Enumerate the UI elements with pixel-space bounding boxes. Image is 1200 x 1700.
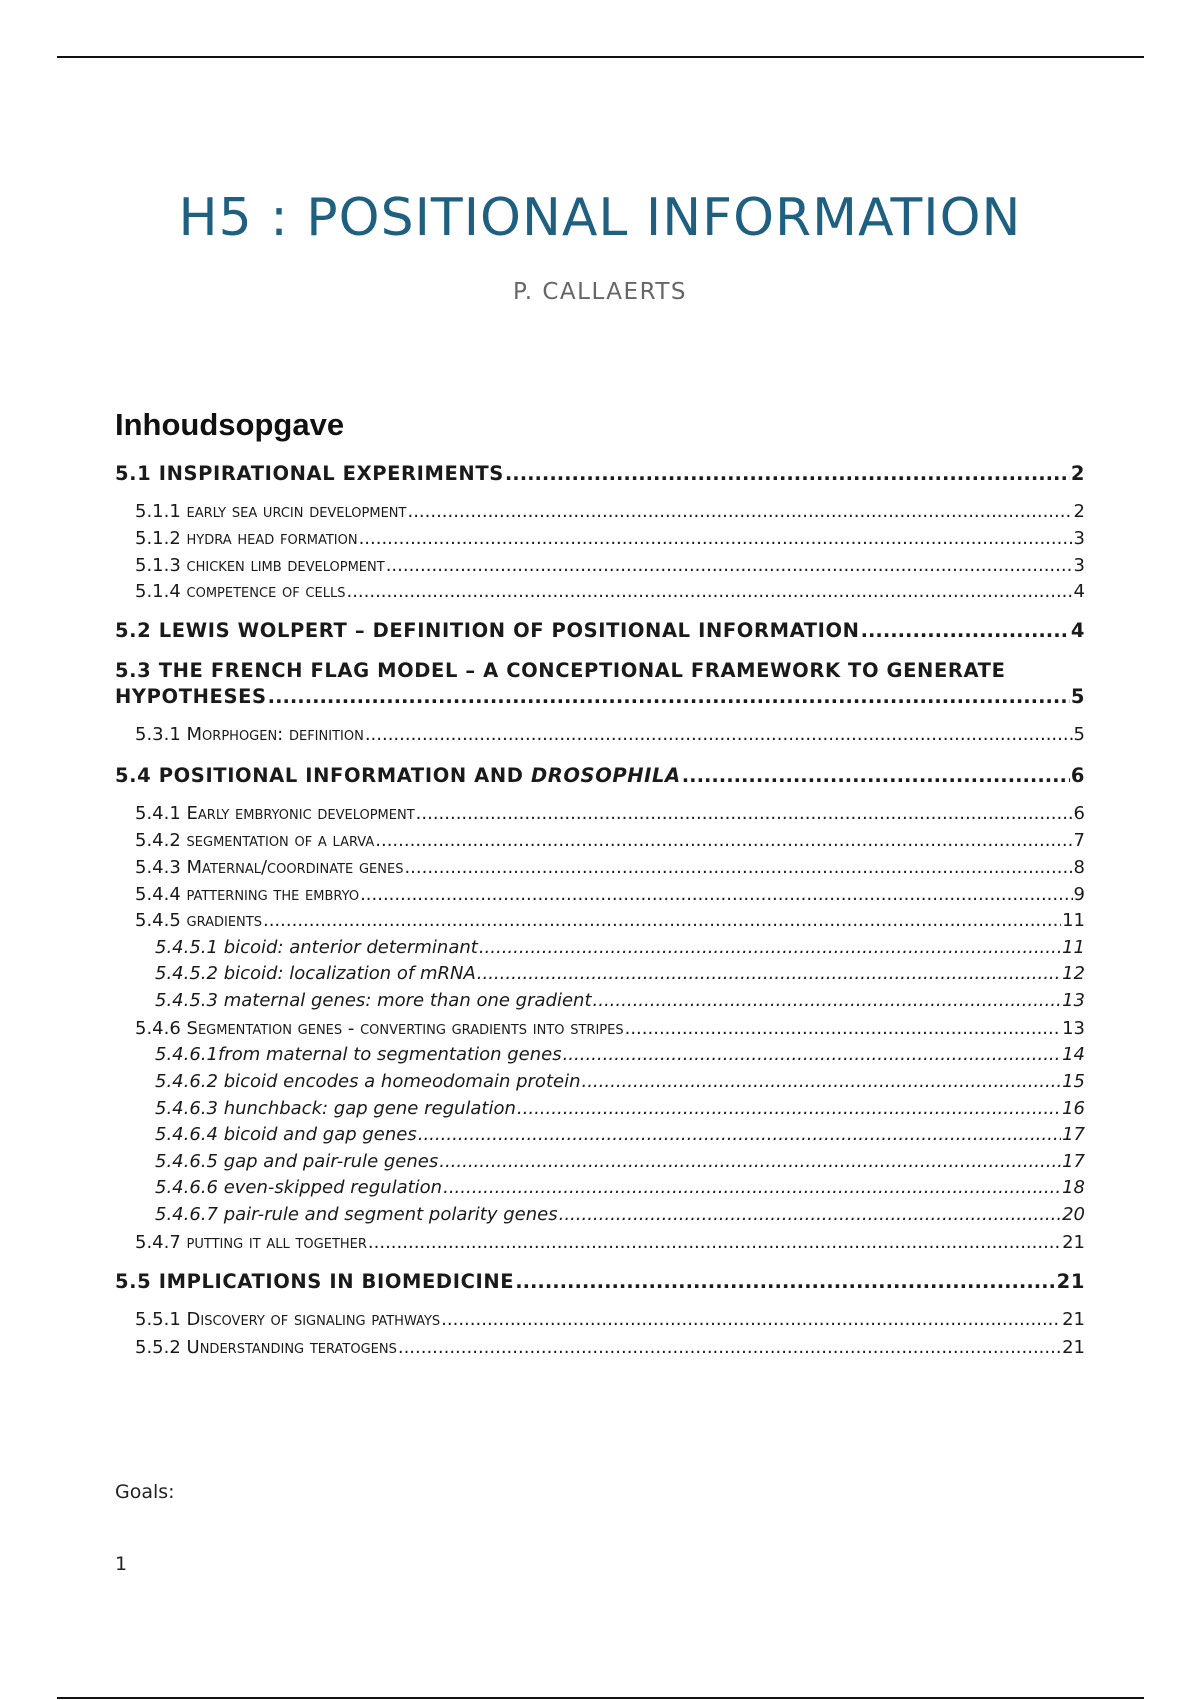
toc-entry-5-4-3[interactable]: 5.4.3 Maternal/coordinate genes ..... 8 [115,857,1085,878]
toc-entry-5-3[interactable]: HYPOTHESES ..... 5 [115,685,1085,708]
toc-entry-5-4-5-2[interactable]: 5.4.5.2 bicoid: localization of mRNA ..... 12 [115,963,1085,984]
toc-entry-5-4-6-1[interactable]: 5.4.6.1from maternal to segmentation genes ..... 14 [115,1044,1085,1065]
toc-entry-5-4-6-4[interactable]: 5.4.6.4 bicoid and gap genes ..... 17 [115,1124,1085,1145]
document-title: H5 : POSITIONAL INFORMATION [178,188,1022,248]
toc-entry-5-4-6[interactable]: 5.4.6 Segmentation genes - converting gradients into stripes ..... 13 [115,1018,1085,1039]
toc-heading: Inhoudsopgave [115,407,345,442]
toc-entry-5-3-1[interactable]: 5.3.1 Morphogen: definition ..... 5 [115,724,1085,745]
author: P. CALLAERTS [512,279,688,305]
goals-label: Goals: [115,1481,175,1503]
toc-entry-5-1-4[interactable]: 5.1.4 competence of cells ..... 4 [115,581,1085,602]
toc-entry-5-4-6-2[interactable]: 5.4.6.2 bicoid encodes a homeodomain protein ..... 15 [115,1071,1085,1092]
toc-entry-5-4-6-5[interactable]: 5.4.6.5 gap and pair-rule genes ..... 17 [115,1151,1085,1172]
toc-entry-5-1-3[interactable]: 5.1.3 chicken limb development ..... 3 [115,555,1085,576]
toc-entry-5-4[interactable]: 5.4 POSITIONAL INFORMATION AND DROSOPHILA ..... 6 [115,764,1085,787]
toc-entry-5-4-7[interactable]: 5.4.7 putting it all together ..... 21 [115,1232,1085,1253]
toc-entry-5-4-5-3[interactable]: 5.4.5.3 maternal genes: more than one gradient ..... 13 [115,990,1085,1011]
toc-entry-5-4-6-3[interactable]: 5.4.6.3 hunchback: gap gene regulation ..... 16 [115,1098,1085,1119]
toc-entry-5-1-1[interactable]: 5.1.1 early sea urcin development ..... 2 [115,501,1085,522]
toc-entry-5-4-5-1[interactable]: 5.4.5.1 bicoid: anterior determinant ..... 11 [115,937,1085,958]
toc-entry-5-5[interactable]: 5.5 IMPLICATIONS IN BIOMEDICINE ..... 21 [115,1270,1085,1293]
toc-entry-5-5-1[interactable]: 5.5.1 Discovery of signaling pathways ..... 21 [115,1309,1085,1330]
toc-entry-5-4-2[interactable]: 5.4.2 segmentation of a larva ..... 7 [115,830,1085,851]
toc-entry-5-5-2[interactable]: 5.5.2 Understanding teratogens ..... 21 [115,1337,1085,1358]
toc-entry-5-1-2[interactable]: 5.1.2 hydra head formation ..... 3 [115,528,1085,549]
toc-entry-5-4-1[interactable]: 5.4.1 Early embryonic development ..... 6 [115,803,1085,824]
toc-entry-5-2[interactable]: 5.2 LEWIS WOLPERT – DEFINITION OF POSITIONAL INFORMATION ..... 4 [115,619,1085,642]
toc-entry-5-3-line1[interactable]: 5.3 THE FRENCH FLAG MODEL – A CONCEPTIONAL FRAMEWORK TO GENERATE [115,659,1006,682]
bottom-rule [57,1697,1144,1699]
page-number: 1 [115,1553,128,1575]
toc-entry-5-4-5[interactable]: 5.4.5 gradients ..... 11 [115,910,1085,931]
toc-entry-5-4-6-7[interactable]: 5.4.6.7 pair-rule and segment polarity genes ..... 20 [115,1204,1085,1225]
top-rule [57,56,1144,58]
toc-entry-5-4-4[interactable]: 5.4.4 patterning the embryo ..... 9 [115,884,1085,905]
toc-entry-5-1[interactable]: 5.1 INSPIRATIONAL EXPERIMENTS ..... 2 [115,462,1085,485]
toc-entry-5-4-6-6[interactable]: 5.4.6.6 even-skipped regulation ..... 18 [115,1177,1085,1198]
